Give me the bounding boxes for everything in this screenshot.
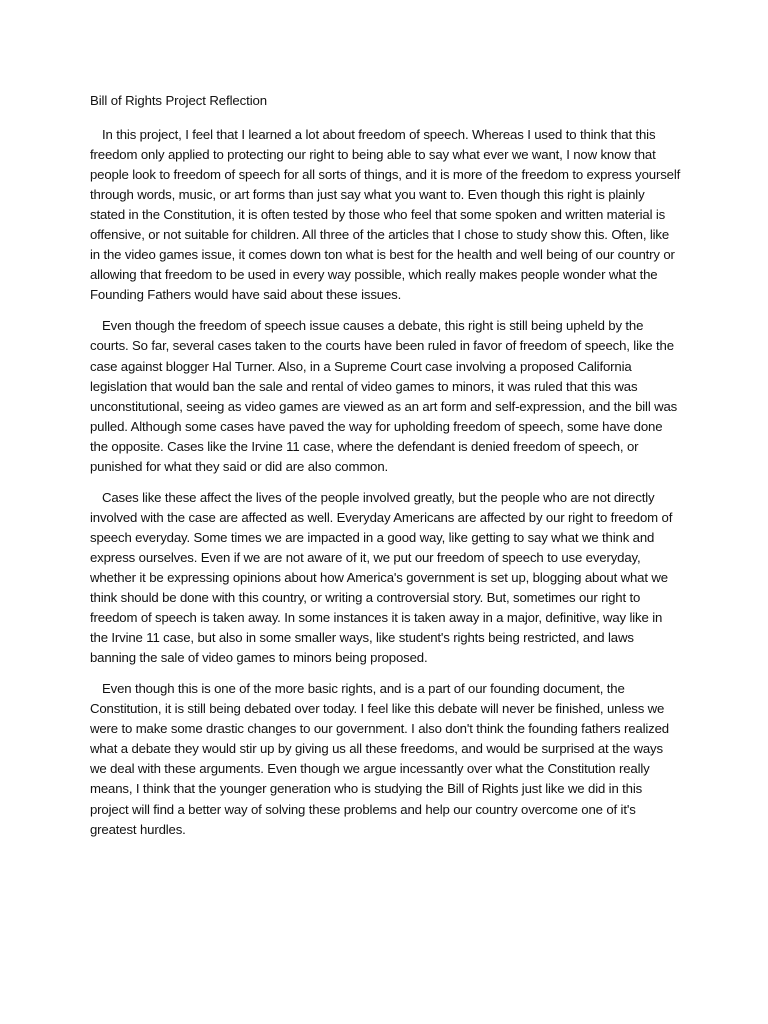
document-page: [90, 91, 682, 851]
document-title: Bill of Rights Project Reflection: [90, 93, 268, 108]
paragraph-4: Even though this is one of the more basic rights, and is a part of our founding document, the Constitution, it is still being debated over today. I feel like this debate will never be finished, unless we were to make some drastic changes to our government. I also don't think the founding fathers realized what a debate they would stir up by giving us all these freedoms, and would be surprised at the ways we deal with these arguments. Even though we argue incessantly over what the Constitution really means, I think that the younger generation who is studying the Bill of Rights just like we did in this project will find a better way of solving these problems and help our country overcome one of it's greatest hurdles.: [90, 681, 669, 837]
paragraph-2: Even though the freedom of speech issue causes a debate, this right is still being upheld by the courts. So far, several cases taken to the courts have been ruled in favor of freedom of speech, like the case against blogger Hal Turner. Also, in a Supreme Court case involving a proposed California legislation that would ban the sale and rental of video games to minors, it was ruled that this was unconstitutional, seeing as video games are viewed as an art form and self-expression, and the bill was pulled. Although some cases have paved the way for upholding freedom of speech, some have done the opposite. Cases like the Irvine 11 case, where the defendant is denied freedom of speech, or punished for what they said or did are also common.: [90, 318, 678, 474]
paragraph-3: Cases like these affect the lives of the people involved greatly, but the people who are not directly involved with the case are affected as well. Everyday Americans are affected by our right to freedom of speech everyday. Some times we are impacted in a good way, like getting to say what we think and express ourselves. Even if we are not aware of it, we put our freedom of speech to use everyday, whether it be expressing opinions about how America's government is set up, blogging about what we think should be done with this country, or writing a controversial story. But, sometimes our right to freedom of speech is taken away. In some instances it is taken away in a major, definitive, way like in the Irvine 11 case, but also in some smaller ways, like student's rights being restricted, and laws banning the sale of video games to minors being proposed.: [90, 489, 673, 666]
paragraph-1: In this project, I feel that I learned a lot about freedom of speech. Whereas I used to think that this freedom only applied to protecting our right to being able to say what ever we want, I now know that people look to freedom of speech for all sorts of things, and it is more of the freedom to express yourself through words, music, or art forms than just say what you want to. Even though this right is plainly stated in the Constitution, it is often tested by those who feel that some spoken and written material is offensive, or not suitable for children. All three of the articles that I chose to study show this. Often, like in the video games issue, it comes down ton what is best for the health and well being of our country or allowing that freedom to be used in every way possible, which really makes people wonder what the Founding Fathers would have said about these issues.: [90, 127, 681, 303]
